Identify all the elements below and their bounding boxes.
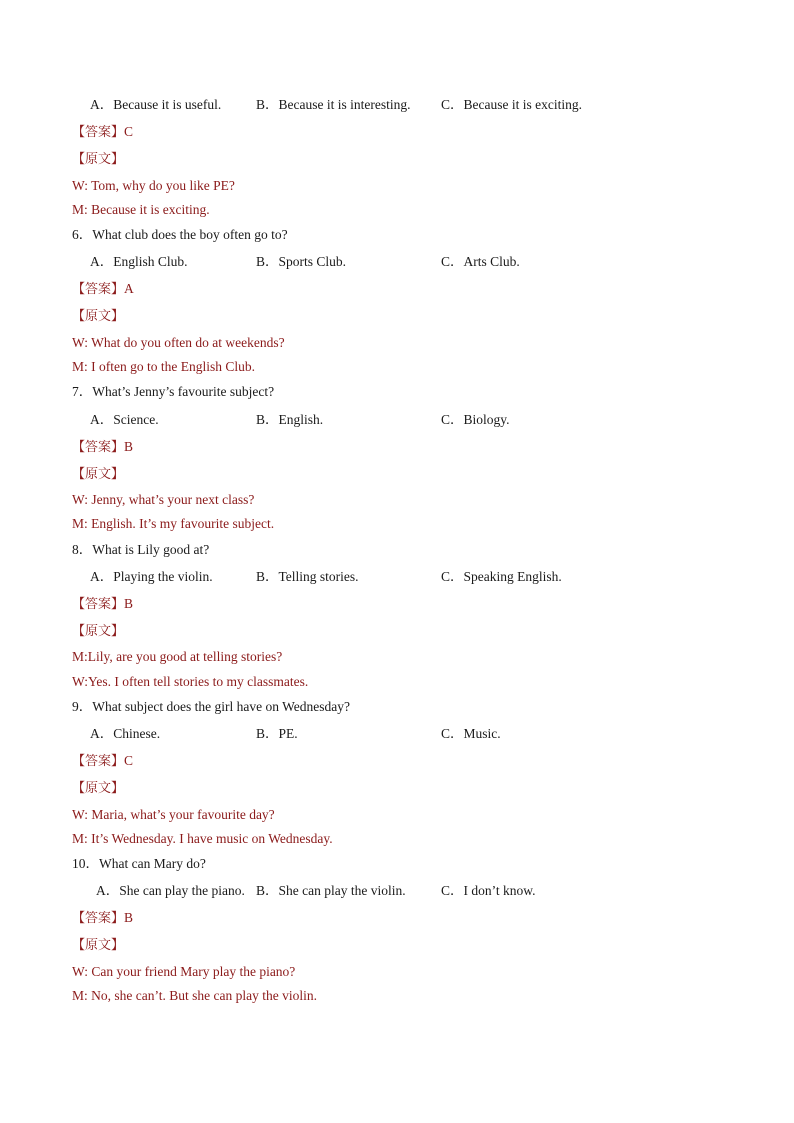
q5-option-c: C．Because it is exciting. [441, 97, 582, 112]
q10-question: 10．What can Mary do? [72, 856, 206, 871]
q8-option-a: A．Playing the violin. [90, 569, 213, 584]
q8-transcript-line-2: W:Yes. I often tell stories to my classmates. [72, 674, 309, 689]
q10-option-b: B．She can play the violin. [256, 883, 406, 898]
q9-option-b: B．PE. [256, 726, 298, 741]
q9-answer: 【答案】C [72, 753, 134, 769]
q7-option-a: A．Science. [90, 412, 159, 427]
q5-transcript-line-2: M: Because it is exciting. [72, 202, 210, 217]
q9-transcript-label: 【原文】 [72, 781, 125, 796]
q9-option-c: C．Music. [441, 726, 501, 741]
q8-transcript-label: 【原文】 [72, 624, 125, 639]
q7-question: 7．What’s Jenny’s favourite subject? [72, 384, 275, 399]
q7-answer: 【答案】B [72, 439, 134, 455]
q6-option-a: A．English Club. [90, 254, 188, 269]
q7-option-c: C．Biology. [441, 412, 510, 427]
q9-transcript-line-1: W: Maria, what’s your favourite day? [72, 807, 275, 822]
q10-transcript-line-1: W: Can your friend Mary play the piano? [72, 964, 296, 979]
q8-option-b: B．Telling stories. [256, 569, 359, 584]
q6-answer: 【答案】A [72, 281, 134, 297]
q8-option-c: C．Speaking English. [441, 569, 562, 584]
q10-transcript-label: 【原文】 [72, 938, 125, 953]
q8-answer: 【答案】B [72, 596, 134, 612]
q10-answer-letter: B [124, 910, 134, 925]
q7-transcript-label: 【原文】 [72, 467, 125, 482]
q5-option-a: A．Because it is useful. [90, 97, 222, 112]
q5-transcript-label: 【原文】 [72, 152, 125, 167]
q9-answer-letter: C [124, 753, 134, 768]
q8-question: 8．What is Lily good at? [72, 542, 210, 557]
q5-option-b: B．Because it is interesting. [256, 97, 411, 112]
q10-transcript-line-2: M: No, she can’t. But she can play the violin. [72, 988, 317, 1003]
q5-answer-letter: C [124, 124, 134, 139]
q6-answer-letter: A [124, 281, 134, 296]
q5-answer: 【答案】C [72, 124, 134, 140]
q10-answer: 【答案】B [72, 910, 134, 926]
q7-transcript-line-2: M: English. It’s my favourite subject. [72, 516, 275, 531]
q9-transcript-line-2: M: It’s Wednesday. I have music on Wednesday. [72, 831, 333, 846]
q7-option-b: B．English. [256, 412, 324, 427]
q6-option-c: C．Arts Club. [441, 254, 520, 269]
q9-question: 9．What subject does the girl have on Wednesday? [72, 699, 350, 714]
q6-transcript-line-2: M: I often go to the English Club. [72, 359, 255, 374]
q8-answer-letter: B [124, 596, 134, 611]
q7-transcript-line-1: W: Jenny, what’s your next class? [72, 492, 255, 507]
q6-option-b: B．Sports Club. [256, 254, 347, 269]
q5-transcript-line-1: W: Tom, why do you like PE? [72, 178, 235, 193]
q10-option-a: A．She can play the piano. [96, 883, 245, 898]
q6-transcript-line-1: W: What do you often do at weekends? [72, 335, 285, 350]
q8-transcript-line-1: M:Lily, are you good at telling stories? [72, 649, 283, 664]
q6-question: 6．What club does the boy often go to? [72, 227, 288, 242]
q7-answer-letter: B [124, 439, 134, 454]
q9-option-a: A．Chinese. [90, 726, 161, 741]
q6-transcript-label: 【原文】 [72, 309, 125, 324]
q10-option-c: C．I don’t know. [441, 883, 536, 898]
